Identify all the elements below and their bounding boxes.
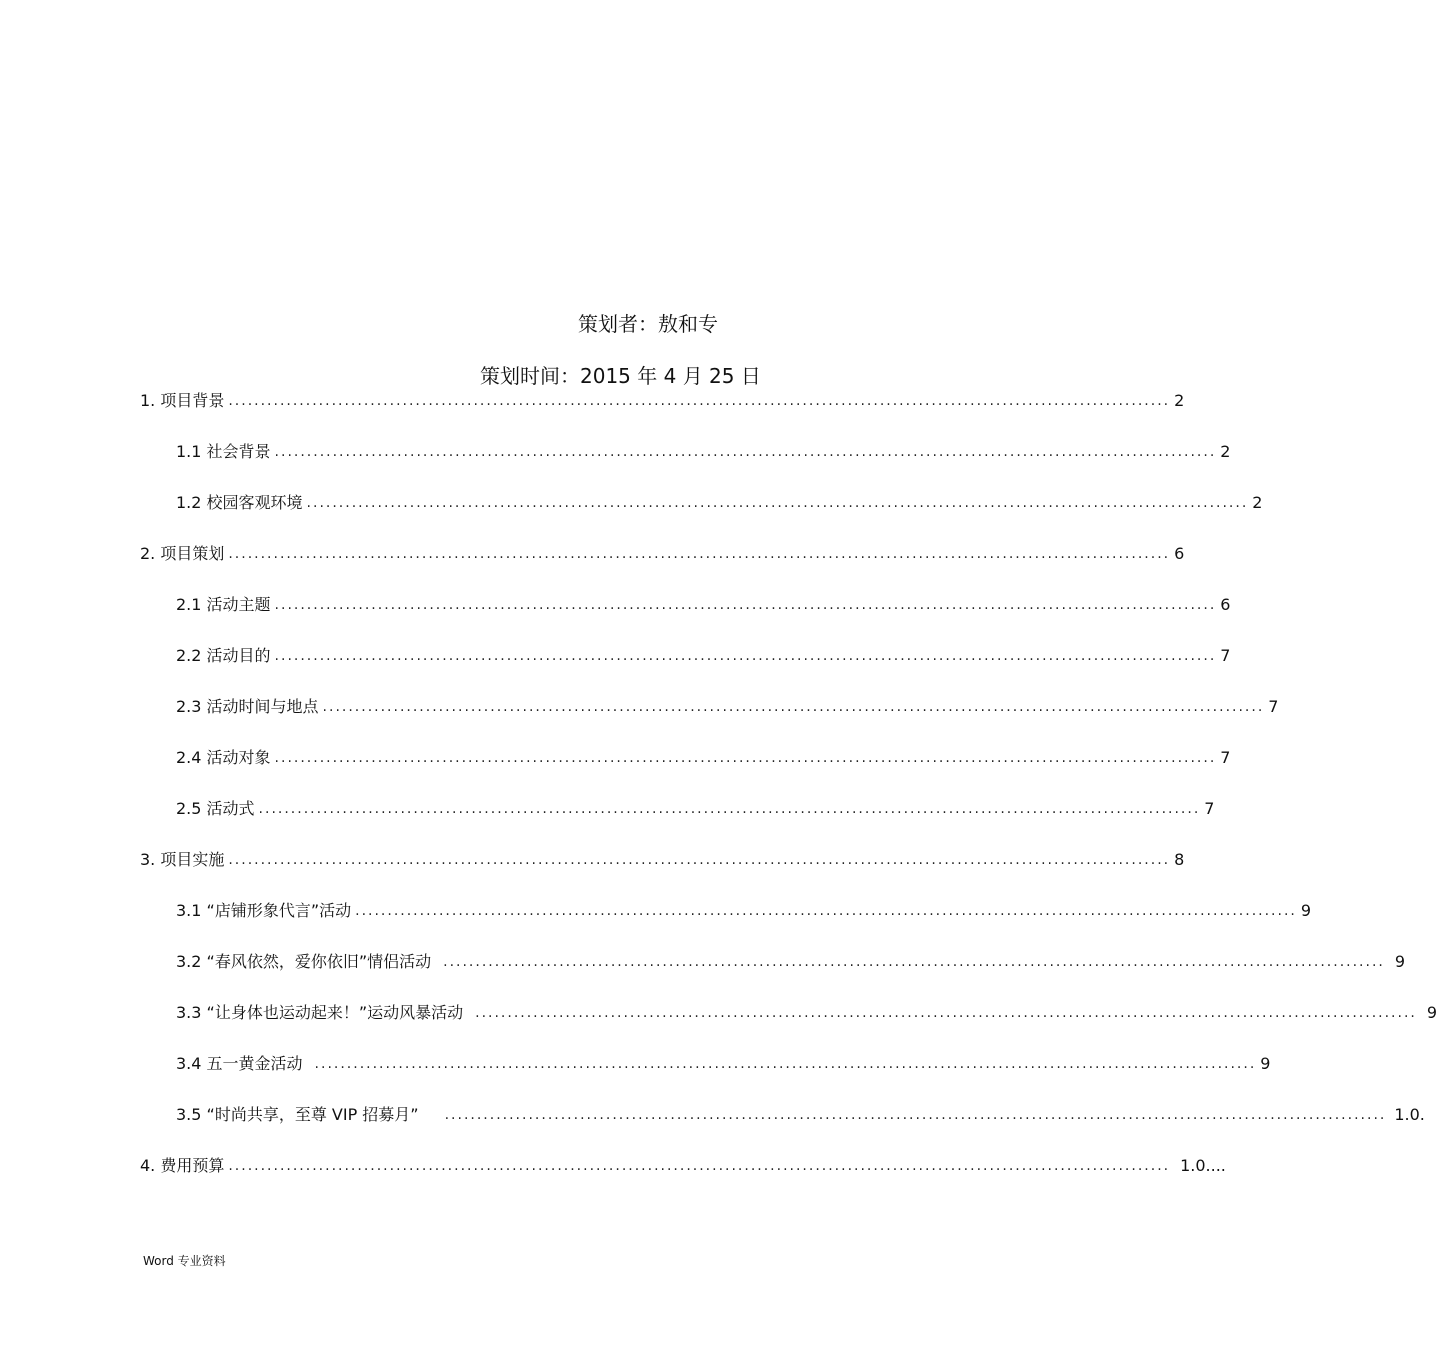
toc-leader-dots: .................................................................................................................................................. [355, 903, 1297, 919]
toc-leader-dots: .................................................................................................................................................. [274, 648, 1217, 664]
toc-leader-dots: .................................................................................................................................................. [322, 699, 1265, 715]
toc-entry-page: 1.0.... [1180, 1156, 1226, 1175]
toc-entry-page: 7 [1204, 799, 1215, 818]
toc-entry-title: 2.3 活动时间与地点 [176, 697, 319, 716]
toc-entry-title: 2. 项目策划 [140, 544, 225, 563]
footer-label: Word 专业资料 [143, 1254, 226, 1268]
toc-entry-page: 9 [1394, 952, 1406, 971]
toc-entry[interactable] [176, 490, 1263, 514]
toc-entry-title: 2.2 活动目的 [176, 646, 271, 665]
toc-entry-title: 3.2 “春风依然，爱你依旧”情侣活动 [176, 952, 432, 971]
toc-entry-title: 3. 项目实施 [140, 850, 225, 869]
toc-entry-title: 4. 费用预算 [140, 1156, 225, 1175]
toc-leader-dots: .................................................................................................................................................. [274, 750, 1217, 766]
toc-leader-dots: .................................................................................................................................................. [306, 495, 1249, 511]
toc-entry[interactable] [176, 592, 1231, 616]
toc-entry-page: 9 [1260, 1054, 1271, 1073]
toc-leader-dots: .................................................................................................................................................. [443, 954, 1385, 970]
toc-entry-page: 2 [1252, 493, 1263, 512]
toc-entry-page: 1.0. [1394, 1105, 1425, 1124]
toc-entry-title: 3.5 “时尚共享，至尊 VIP 招募月” [176, 1105, 419, 1124]
toc-entry-page: 7 [1220, 748, 1231, 767]
toc-entry[interactable] [176, 694, 1279, 718]
toc-entry[interactable] [140, 388, 1185, 412]
toc-entry-page: 2 [1174, 391, 1185, 410]
toc-leader-dots: .................................................................................................................................................. [444, 1107, 1387, 1123]
toc-entry-page: 9 [1300, 901, 1312, 920]
toc-leader-dots: .................................................................................................................................................. [258, 801, 1201, 817]
toc-entry[interactable] [140, 541, 1185, 565]
toc-leader-dots: .................................................................................................................................................. [314, 1056, 1257, 1072]
toc-leader-dots: .................................................................................................................................................. [228, 546, 1171, 562]
toc-entry-title: 3.1 “店铺形象代言”活动 [176, 901, 352, 920]
toc-entry-title: 2.4 活动对象 [176, 748, 271, 767]
toc-leader-dots: .................................................................................................................................................. [274, 597, 1217, 613]
toc-entry-title: 1.1 社会背景 [176, 442, 271, 461]
toc-leader-dots: .................................................................................................................................................. [475, 1005, 1417, 1021]
toc-entry[interactable] [176, 1102, 1425, 1126]
toc-entry-page: 9 [1426, 1003, 1437, 1022]
toc-entry-title: 1. 项目背景 [140, 391, 225, 410]
toc-leader-dots: .................................................................................................................................................. [274, 444, 1217, 460]
toc-entry-title: 1.2 校园客观环境 [176, 493, 303, 512]
toc-entry[interactable] [176, 745, 1231, 769]
toc-entry[interactable] [176, 796, 1215, 820]
toc-entry[interactable] [176, 643, 1231, 667]
toc-entry[interactable] [176, 1000, 1437, 1024]
toc-entry-title: 2.1 活动主题 [176, 595, 271, 614]
planner-line: 策划者：敖和专 [578, 312, 718, 336]
toc-entry[interactable] [176, 949, 1406, 973]
toc-entry-title: 2.5 活动式 [176, 799, 255, 818]
toc-entry[interactable] [176, 439, 1231, 463]
toc-entry-page: 2 [1220, 442, 1231, 461]
toc-entry[interactable] [176, 898, 1312, 922]
toc-entry-page: 7 [1220, 646, 1231, 665]
toc-leader-dots: .................................................................................................................................................. [228, 1158, 1171, 1174]
toc-entry[interactable] [140, 847, 1185, 871]
toc-entry-title: 3.3 “让身体也运动起来！”运动风暴活动 [176, 1003, 464, 1022]
toc-entry-page: 6 [1174, 544, 1185, 563]
toc-entry-page: 7 [1268, 697, 1279, 716]
toc-entry-page: 6 [1220, 595, 1231, 614]
toc-leader-dots: .................................................................................................................................................. [228, 852, 1171, 868]
toc-entry[interactable] [176, 1051, 1271, 1075]
toc-entry-title: 3.4 五一黄金活动 [176, 1054, 303, 1073]
toc-leader-dots: .................................................................................................................................................. [228, 393, 1171, 409]
plan-time-line: 策划时间：2015 年 4 月 25 日 [480, 364, 761, 388]
toc-entry-page: 8 [1174, 850, 1185, 869]
toc-entry[interactable] [140, 1153, 1226, 1177]
